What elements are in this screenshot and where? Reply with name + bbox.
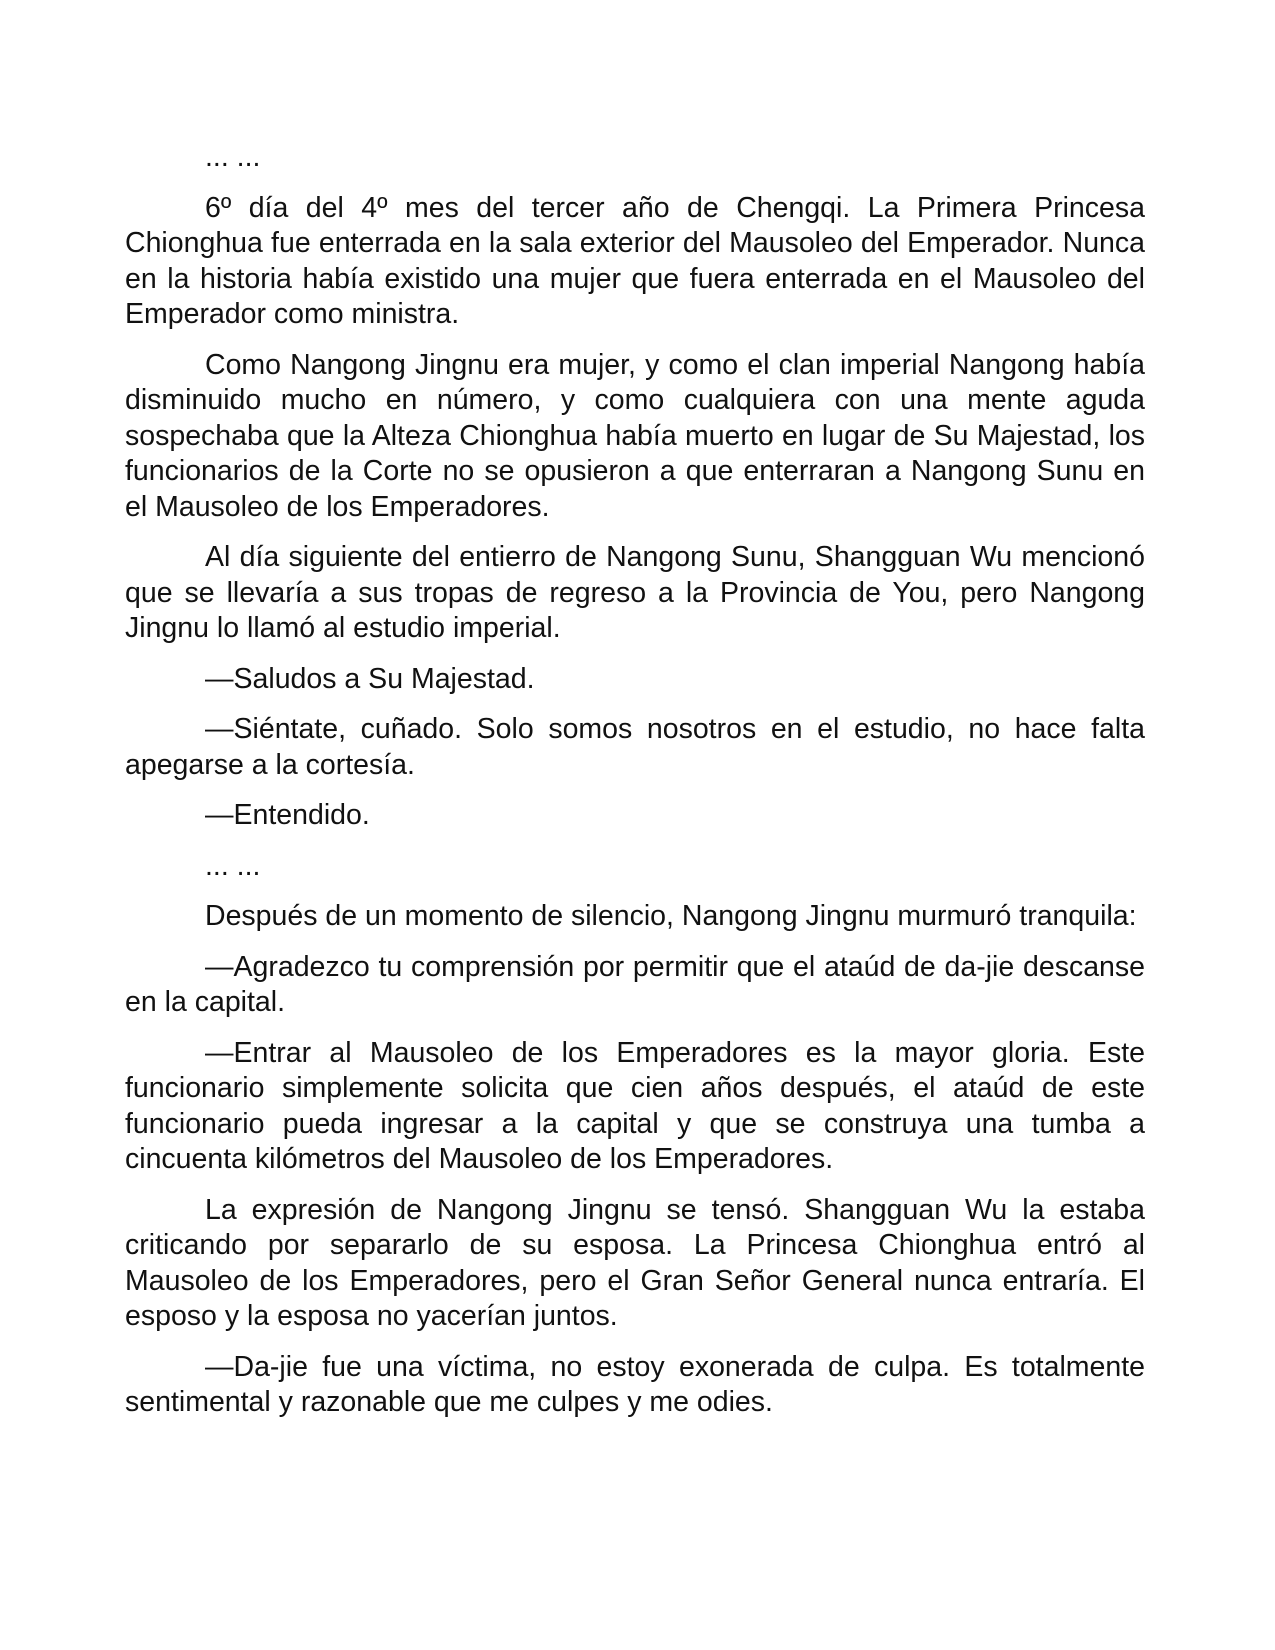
dialogue-line: —Entendido.	[205, 799, 370, 831]
ellipsis-separator: ... ...	[205, 849, 261, 882]
dialogue-line: —Da-jie fue una víctima, no estoy exonerada de culpa. Es totalmente sentimental y razonable que me culpes y me odies.	[125, 1350, 1145, 1418]
dialogue-line: —Agradezco tu comprensión por permitir que el ataúd de da-jie descanse en la capital.	[125, 950, 1145, 1018]
dialogue-line: —Saludos a Su Majestad.	[205, 662, 535, 695]
dialogue-line: —Entrar al Mausoleo de los Emperadores es la mayor gloria. Este funcionario simplemente solicita que cien años después, el ataúd de este funcionario pueda ingresar a la capital y que se construya una tumba a cincuenta kilómetros del Mausoleo de los Emperadores.	[125, 1036, 1145, 1175]
dialogue-line: —Siéntate, cuñado. Solo somos nosotros en el estudio, no hace falta apegarse a la cortesía.	[125, 713, 1145, 781]
paragraph-burial-date: 6º día del 4º mes del tercer año de Chengqi. La Primera Princesa Chionghua fue enterrada en la sala exterior del Mausoleo del Emperador. Nunca en la historia había existido una mujer que fuera enterrada en el Mausoleo del Emperador como ministra.	[125, 191, 1145, 330]
paragraph-silence: Después de un momento de silencio, Nangong Jingnu murmuró tranquila:	[205, 900, 1137, 932]
paragraph-expression: La expresión de Nangong Jingnu se tensó. Shangguan Wu la estaba criticando por separarlo de su esposa. La Princesa Chionghua entró al Mausoleo de los Emperadores, pero el Gran Señor General nunca entraría. El esposo y la esposa no yacerían juntos.	[125, 1193, 1145, 1332]
paragraph-court-officials: Como Nangong Jingnu era mujer, y como el clan imperial Nangong había disminuido mucho en número, y como cualquiera con una mente aguda sospechaba que la Alteza Chionghua había muerto en lugar de Su Majestad, los funcionarios de la Corte no se opusieron a que enterraran a Nangong Sunu en el Mausoleo de los Emperadores.	[125, 348, 1145, 523]
paragraph-imperial-study: Al día siguiente del entierro de Nangong Sunu, Shangguan Wu mencionó que se llevaría a sus tropas de regreso a la Provincia de You, pero Nangong Jingnu lo llamó al estudio imperial.	[125, 541, 1145, 644]
ellipsis-separator: ... ...	[205, 141, 261, 173]
document-page	[125, 140, 1145, 1436]
